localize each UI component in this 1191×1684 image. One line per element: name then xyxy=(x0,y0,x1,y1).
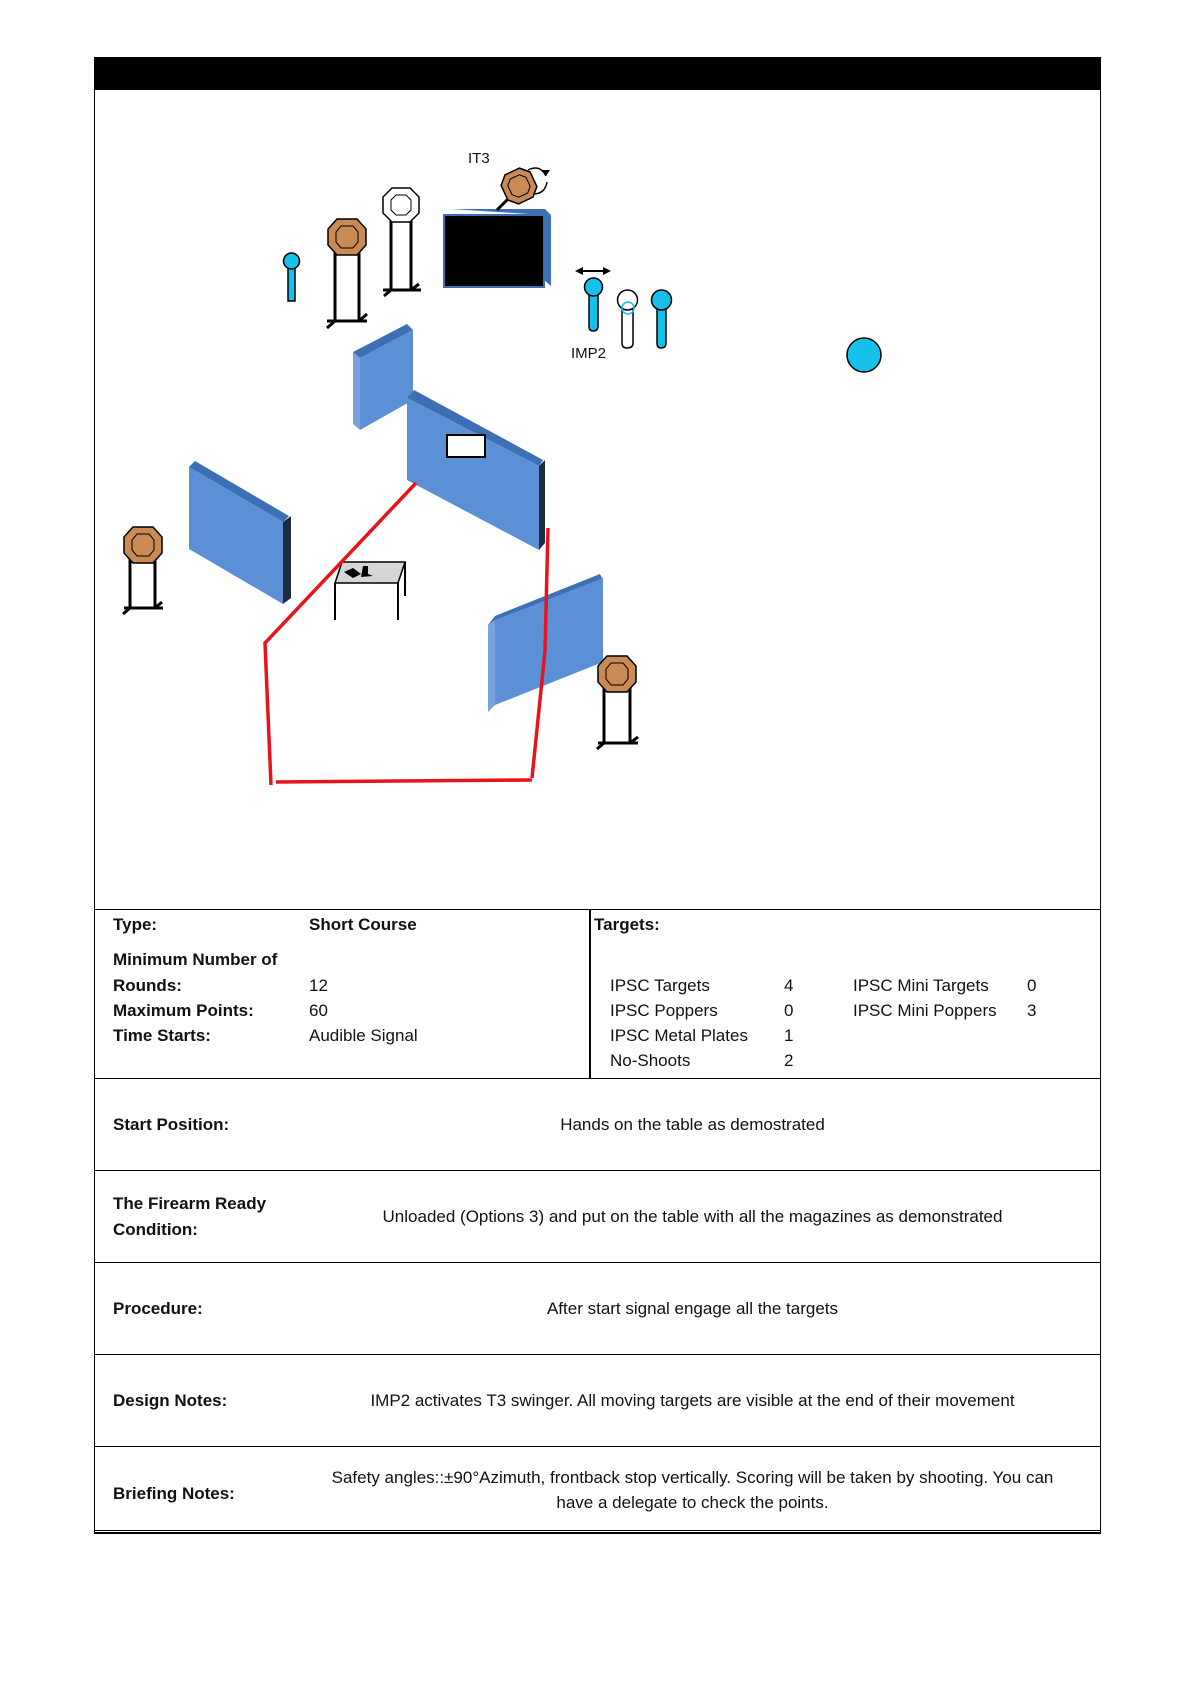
type-label: Type: xyxy=(113,915,158,934)
target-ipsc-poppers-count: 0 xyxy=(784,1001,794,1020)
label-imp2: IMP2 xyxy=(571,345,607,362)
target-ipsc-metal-plates: IPSC Metal Plates xyxy=(610,1026,748,1045)
max-points-label: Maximum Points: xyxy=(113,1001,254,1020)
ipsc-target-3 xyxy=(597,656,638,749)
target-ipsc-targets: IPSC Targets xyxy=(610,976,710,995)
target-ipsc-metal-plates-count: 1 xyxy=(784,1026,794,1045)
target-no-shoots: No-Shoots xyxy=(610,1051,691,1070)
max-points-value: 60 xyxy=(309,1001,328,1020)
row-start-position xyxy=(95,1079,1100,1171)
ready-condition-label-1: The Firearm Ready xyxy=(113,1194,267,1213)
start-table xyxy=(335,562,405,620)
row-ready-condition xyxy=(95,1171,1100,1263)
design-notes-label: Design Notes: xyxy=(113,1391,228,1410)
mini-popper-1 xyxy=(284,253,300,301)
wall-a xyxy=(353,324,413,430)
design-notes-value: IMP2 activates T3 swinger. All moving targets are visible at the end of their movement xyxy=(370,1391,1015,1410)
header-bar xyxy=(95,58,1100,90)
time-starts-label: Time Starts: xyxy=(113,1026,211,1045)
ipsc-target-1 xyxy=(327,219,367,328)
type-value: Short Course xyxy=(309,915,417,934)
min-rounds-label-2: Rounds: xyxy=(113,976,182,995)
stage-diagram xyxy=(95,90,1100,909)
swinger-backstop xyxy=(444,209,551,287)
min-rounds-label-1: Minimum Number of xyxy=(113,950,278,969)
start-position-value: Hands on the table as demostrated xyxy=(560,1115,825,1134)
mini-popper-3 xyxy=(652,290,672,348)
stage-info xyxy=(95,909,1100,1079)
row-procedure xyxy=(95,1263,1100,1355)
wall-c xyxy=(189,461,291,604)
min-rounds-value: 12 xyxy=(309,976,328,995)
target-no-shoots-count: 2 xyxy=(784,1051,794,1070)
no-shoot-1 xyxy=(383,188,421,296)
ready-condition-value: Unloaded (Options 3) and put on the table with all the magazines as demonstrated xyxy=(382,1207,1003,1226)
target-ipsc-targets-count: 4 xyxy=(784,976,794,995)
target-ipsc-mini-targets-count: 0 xyxy=(1027,976,1037,995)
stage-diagram-svg xyxy=(95,90,1100,909)
procedure-value: After start signal engage all the targets xyxy=(546,1299,839,1318)
target-ipsc-mini-targets: IPSC Mini Targets xyxy=(853,976,989,995)
no-shoot-popper xyxy=(618,290,638,348)
metal-plate xyxy=(847,338,881,372)
procedure-label: Procedure: xyxy=(113,1299,203,1318)
stage-sheet xyxy=(94,57,1101,1534)
mini-popper-imp2 xyxy=(585,278,603,331)
target-ipsc-mini-poppers-count: 3 xyxy=(1027,1001,1037,1020)
ready-condition-label-2: Condition: xyxy=(113,1220,198,1239)
time-starts-value: Audible Signal xyxy=(309,1026,418,1045)
wall-b xyxy=(407,390,545,550)
ipsc-target-2 xyxy=(123,527,163,614)
start-position-label: Start Position: xyxy=(113,1115,230,1134)
label-it3: IT3 xyxy=(468,150,490,167)
briefing-notes-label: Briefing Notes: xyxy=(113,1484,235,1503)
swinging-target-it3 xyxy=(497,165,550,210)
targets-label: Targets: xyxy=(594,915,660,934)
briefing-notes-value: Safety angles::±90°Azimuth, frontback stop vertically. Scoring will be taken by shooting. You can have a delegate to check the points. xyxy=(331,1468,1054,1512)
target-ipsc-poppers: IPSC Poppers xyxy=(610,1001,718,1020)
row-design-notes xyxy=(95,1355,1100,1447)
info-divider xyxy=(589,910,591,1078)
movement-arrow xyxy=(575,267,611,275)
row-briefing-notes xyxy=(95,1447,1100,1533)
target-ipsc-mini-poppers: IPSC Mini Poppers xyxy=(853,1001,997,1020)
